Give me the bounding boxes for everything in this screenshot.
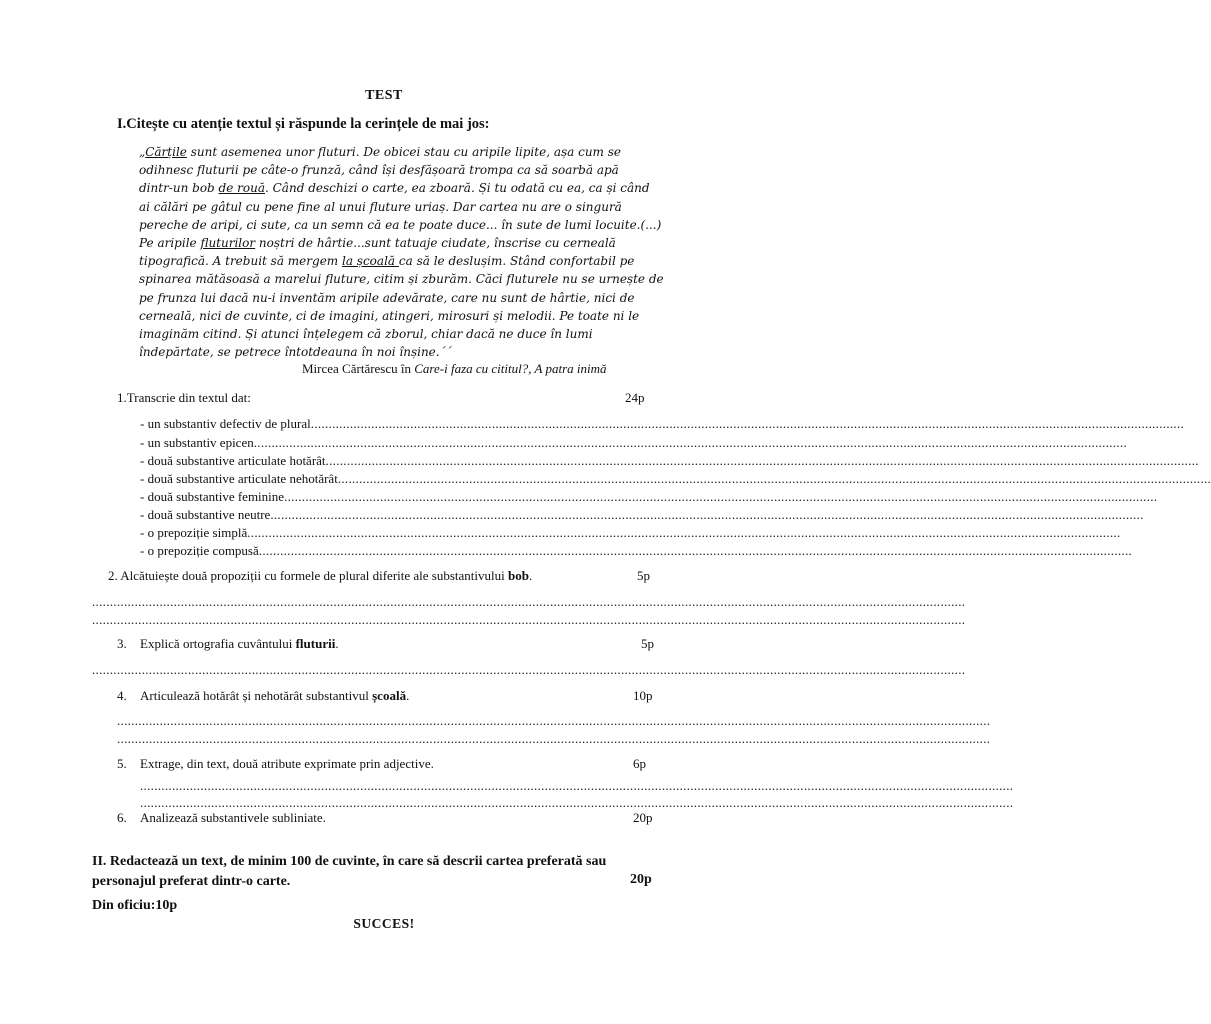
answer-line: ......................................................................................................................................................................................................................................................: [117, 731, 991, 746]
q6-prompt: Analizează substantivele subliniate.: [140, 810, 326, 825]
q5-num: 5.: [117, 756, 127, 771]
q4-points: 10p: [633, 688, 653, 703]
answer-dots: ......................................................................................................................................................................................................................................................: [325, 453, 1199, 468]
q1-label: 1.Transcrie din textul dat:: [117, 390, 251, 405]
q3-num: 3.: [117, 636, 127, 651]
q1-item: - două substantive articulate nehotărât......................................................................................................................................................................................................................................................: [140, 471, 1211, 486]
q4-prompt: Articulează hotărât și nehotărât substantivul școală.: [140, 688, 410, 703]
q3-points: 5p: [641, 636, 654, 651]
answer-line: ......................................................................................................................................................................................................................................................: [92, 612, 966, 627]
answer-dots: ......................................................................................................................................................................................................................................................: [258, 543, 1133, 558]
q6-points: 20p: [633, 810, 653, 825]
passage-line: „Cărțile sunt asemenea unor fluturi. De obicei stau cu aripile lipite, așa cum se: [139, 145, 621, 159]
q1-item: - două substantive feminine......................................................................................................................................................................................................................................................: [140, 489, 1158, 504]
q1-item: - un substantiv epicen......................................................................................................................................................................................................................................................: [140, 435, 1128, 450]
passage-line: imaginăm citind. Și atunci înțelegem că zborul, chiar dacă ne duce în lumi: [139, 327, 593, 342]
passage-line: pereche de aripi, ci sute, ca un semn că ea te poate duce... în sute de lumi locuite.(...): [139, 217, 662, 232]
underlined-noun: fluturilor: [200, 236, 256, 251]
passage-line: pe frunza lui dacă nu-i inventăm aripile adevărate, care nu sunt de hârtie, nici de: [139, 290, 635, 305]
passage-line: cerneală, nici de cuvinte, ci de imagini, atingeri, mirosuri și melodii. Pe toate ni le: [139, 308, 640, 323]
section2-line2: personajul preferat dintr-o carte.: [92, 874, 291, 889]
section2-task: [92, 852, 606, 892]
passage-line: îndepărtate, se petrece întotdeauna în noi înșine.´´: [139, 345, 452, 360]
q6-num: 6.: [117, 810, 127, 825]
section2-line1: II. Redactează un text, de minim 100 de cuvinte, în care să descrii cartea preferată sau: [92, 854, 607, 869]
answer-dots: ......................................................................................................................................................................................................................................................: [253, 435, 1128, 450]
answer-line: ......................................................................................................................................................................................................................................................: [92, 662, 966, 677]
q5-points: 6p: [633, 756, 646, 771]
underlined-noun: de rouă: [218, 181, 265, 196]
q3-word: fluturii: [295, 636, 336, 651]
answer-dots: ......................................................................................................................................................................................................................................................: [270, 507, 1144, 522]
passage-line: Pe aripile fluturilor noștri de hârtie...sunt tatuaje ciudate, înscrise cu cerneală: [139, 236, 616, 251]
answer-line: ......................................................................................................................................................................................................................................................: [92, 594, 966, 609]
answer-dots: ......................................................................................................................................................................................................................................................: [247, 525, 1121, 540]
footer-success: SUCCES!: [353, 916, 415, 931]
q4-num: 4.: [117, 688, 127, 703]
q2-prompt: 2. Alcătuiește două propoziții cu formele de plural diferite ale substantivului bob.: [108, 568, 533, 583]
answer-line: ......................................................................................................................................................................................................................................................: [140, 795, 1014, 810]
q2-points: 5p: [637, 568, 650, 583]
source-work: Care-i faza cu cititul?, A patra inimă: [414, 361, 607, 376]
q1-item: - o prepoziție compusă......................................................................................................................................................................................................................................................: [140, 543, 1133, 558]
answer-dots: ......................................................................................................................................................................................................................................................: [310, 416, 1185, 431]
passage-line: odihnesc fluturii pe câte-o frunză, când își desfășoară trompa ca să soarbă apă: [139, 163, 619, 178]
passage-line: dintr-un bob de rouă. Când deschizi o carte, ea zboară. Și tu odată cu ea, ca și când: [139, 181, 650, 196]
reading-passage: [139, 143, 684, 361]
underlined-noun: Cărțile: [145, 145, 187, 159]
passage-line: ai călări pe gâtul cu pene fine al unui fluture uriaș. Dar cartea nu are o singură: [139, 199, 622, 214]
answer-dots: ......................................................................................................................................................................................................................................................: [337, 471, 1211, 486]
passage-source: Mircea Cărtărescu în Care-i faza cu cititul?, A patra inimă: [302, 361, 607, 376]
test-title: TEST: [365, 88, 403, 103]
q1-item: - un substantiv defectiv de plural......................................................................................................................................................................................................................................................: [140, 416, 1185, 431]
answer-line: ......................................................................................................................................................................................................................................................: [117, 713, 991, 728]
section1-heading: I.Citește cu atenție textul și răspunde la cerințele de mai jos:: [117, 116, 490, 132]
q2-word: bob: [508, 568, 529, 583]
q1-item: - o prepoziție simplă......................................................................................................................................................................................................................................................: [140, 525, 1121, 540]
passage-line: tipografică. A trebuit să mergem la școală ca să le deslușim. Stând confortabil pe: [139, 254, 635, 269]
q4-word: școală: [372, 688, 407, 703]
passage-line: spinarea mătăsoasă a marelui fluture, citim și zburăm. Căci fluturele nu se urnește de: [139, 272, 664, 287]
q1-item: - două substantive neutre......................................................................................................................................................................................................................................................: [140, 507, 1144, 522]
answer-line: ......................................................................................................................................................................................................................................................: [140, 778, 1014, 793]
q1-points: 24p: [625, 390, 645, 405]
q5-prompt: Extrage, din text, două atribute exprimate prin adjective.: [140, 756, 434, 771]
section2-points: 20p: [630, 872, 652, 887]
q1-item: - două substantive articulate hotărât......................................................................................................................................................................................................................................................: [140, 453, 1199, 468]
answer-dots: ......................................................................................................................................................................................................................................................: [284, 489, 1158, 504]
underlined-noun: la școală: [342, 254, 399, 269]
oficiu-points: Din oficiu:10p: [92, 898, 178, 913]
q3-prompt: Explică ortografia cuvântului fluturii.: [140, 636, 339, 651]
